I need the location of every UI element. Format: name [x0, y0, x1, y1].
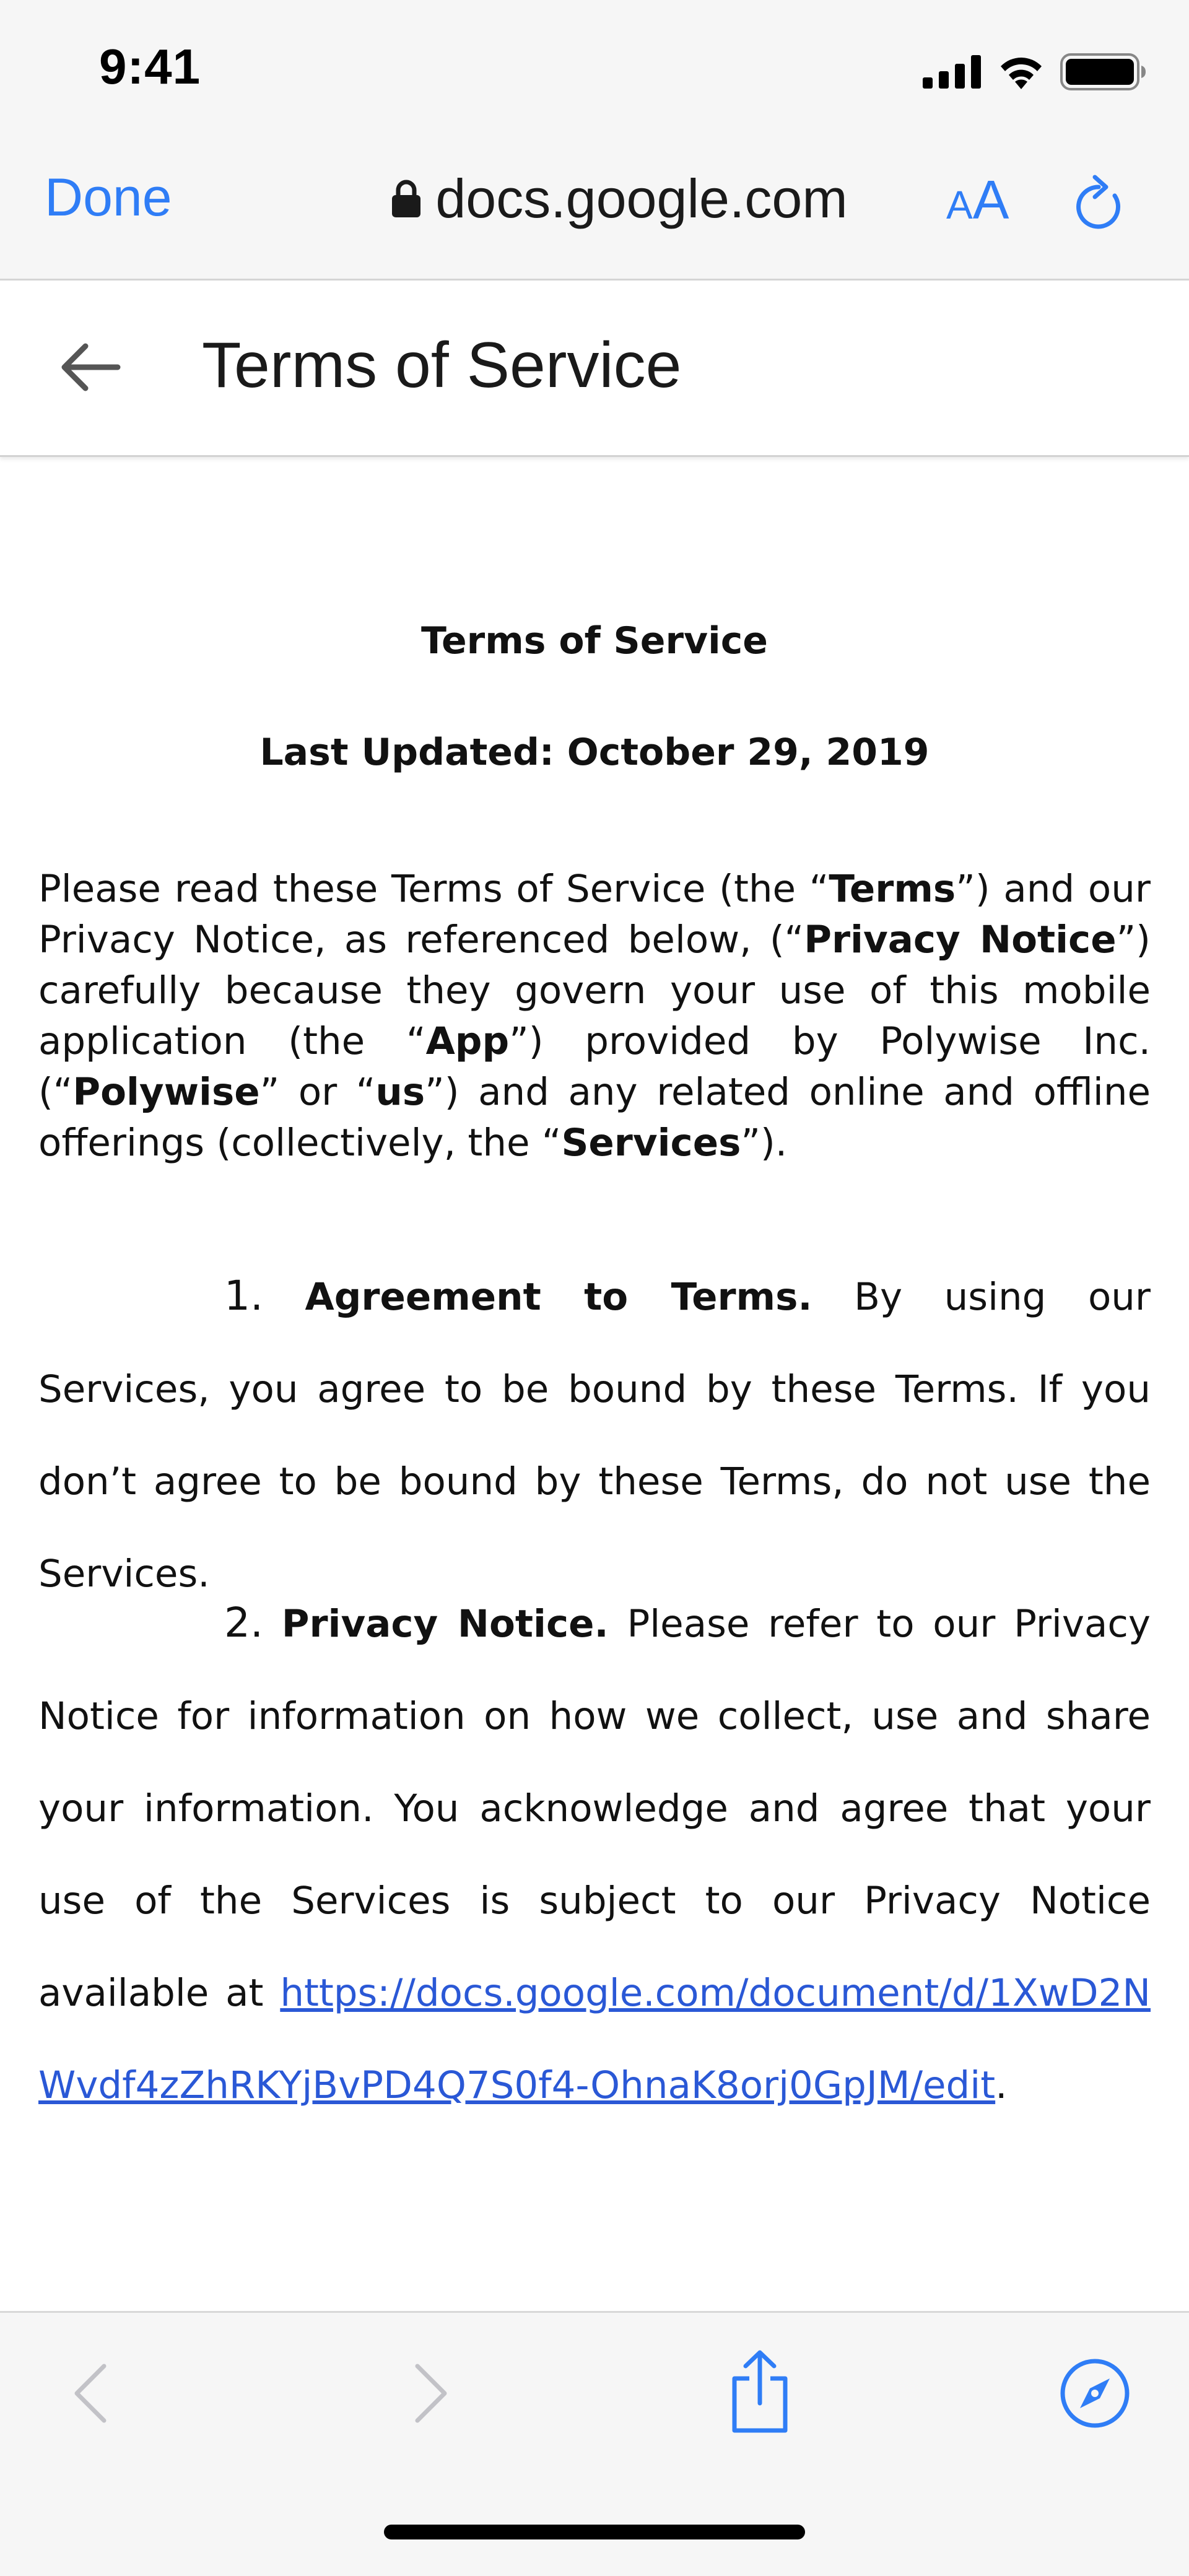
chevron-left-icon: [67, 2356, 116, 2430]
back-arrow-icon: [56, 336, 124, 398]
section-heading: Privacy Notice.: [281, 1602, 609, 1646]
section-text: By using our Services, you agree to be bound by these Terms. If you don’t agree to be bound by these Terms, do not use the Services.: [38, 1275, 1151, 1596]
compass-icon: [1058, 2356, 1132, 2430]
url-text: docs.google.com: [435, 168, 848, 229]
reload-button[interactable]: [1071, 173, 1127, 236]
address-bar[interactable]: [372, 165, 867, 233]
section-heading: Agreement to Terms.: [305, 1275, 812, 1319]
intro-paragraph: Please read these Terms of Service (the “Terms”) and our Privacy Notice, as referenced below, (“Privacy Notice”) carefully because they govern your use of this mobile application (the “App”) provided by Polywise Inc. (“Polywise” or “us”) and any related online and offline offerings (collectively, the “Services”).: [38, 867, 1151, 1165]
back-button[interactable]: [56, 336, 124, 401]
section-text: Please refer to our Privacy Notice for information on how we collect, use and share your information. You acknowledge and agree that your use of the Services is subject to our Privacy Notice available at: [38, 1602, 1151, 2015]
back-nav-button[interactable]: [67, 2356, 116, 2434]
document-body: [38, 619, 1151, 2107]
section-number: 1.: [224, 1272, 263, 1320]
chevron-right-icon: [405, 2356, 455, 2430]
open-in-safari-button[interactable]: [1058, 2356, 1132, 2434]
section-privacy-notice: 2. Privacy Notice. Please refer to our Privacy Notice for information on how we collect, use and share your information. You acknowledge and agree that your use of the Services is subject to our Privacy Notice available at https://docs.google.com/document/d/1XwD2NWvdf4zZhRKYjBvPD4Q7S0f4-OhnaK8orj0GpJM/edit.: [38, 1599, 1151, 2107]
done-button[interactable]: Done: [45, 168, 172, 227]
document-title: Terms of Service: [420, 619, 768, 663]
home-indicator: [384, 2525, 805, 2539]
share-button[interactable]: [726, 2348, 794, 2437]
forward-nav-button[interactable]: [405, 2356, 455, 2434]
wifi-icon: [998, 54, 1044, 89]
browser-toolbar: [0, 142, 1189, 281]
text-size-button[interactable]: [946, 168, 1009, 232]
status-bar: [0, 0, 1189, 142]
text-size-small-label: A: [946, 183, 973, 227]
privacy-notice-link[interactable]: https://docs.google.com/document/d/1XwD2NWvdf4zZhRKYjBvPD4Q7S0f4-OhnaK8orj0GpJM/edit: [38, 1971, 1151, 2107]
share-icon: [726, 2348, 794, 2434]
status-icons: [923, 52, 1147, 92]
battery-icon: [1060, 53, 1147, 90]
reload-icon: [1071, 173, 1127, 233]
bottom-toolbar: [0, 2311, 1189, 2576]
section-agreement-to-terms: [38, 1250, 1151, 1620]
lock-icon: [391, 179, 422, 219]
section-number: 2.: [224, 1599, 263, 1647]
cellular-signal-icon: [923, 55, 982, 89]
status-time: 9:41: [99, 39, 201, 94]
text-size-large-label: A: [972, 169, 1009, 230]
doc-header: [0, 281, 1189, 457]
last-updated: Last Updated: October 29, 2019: [259, 731, 930, 774]
doc-title: Terms of Service: [202, 329, 682, 401]
